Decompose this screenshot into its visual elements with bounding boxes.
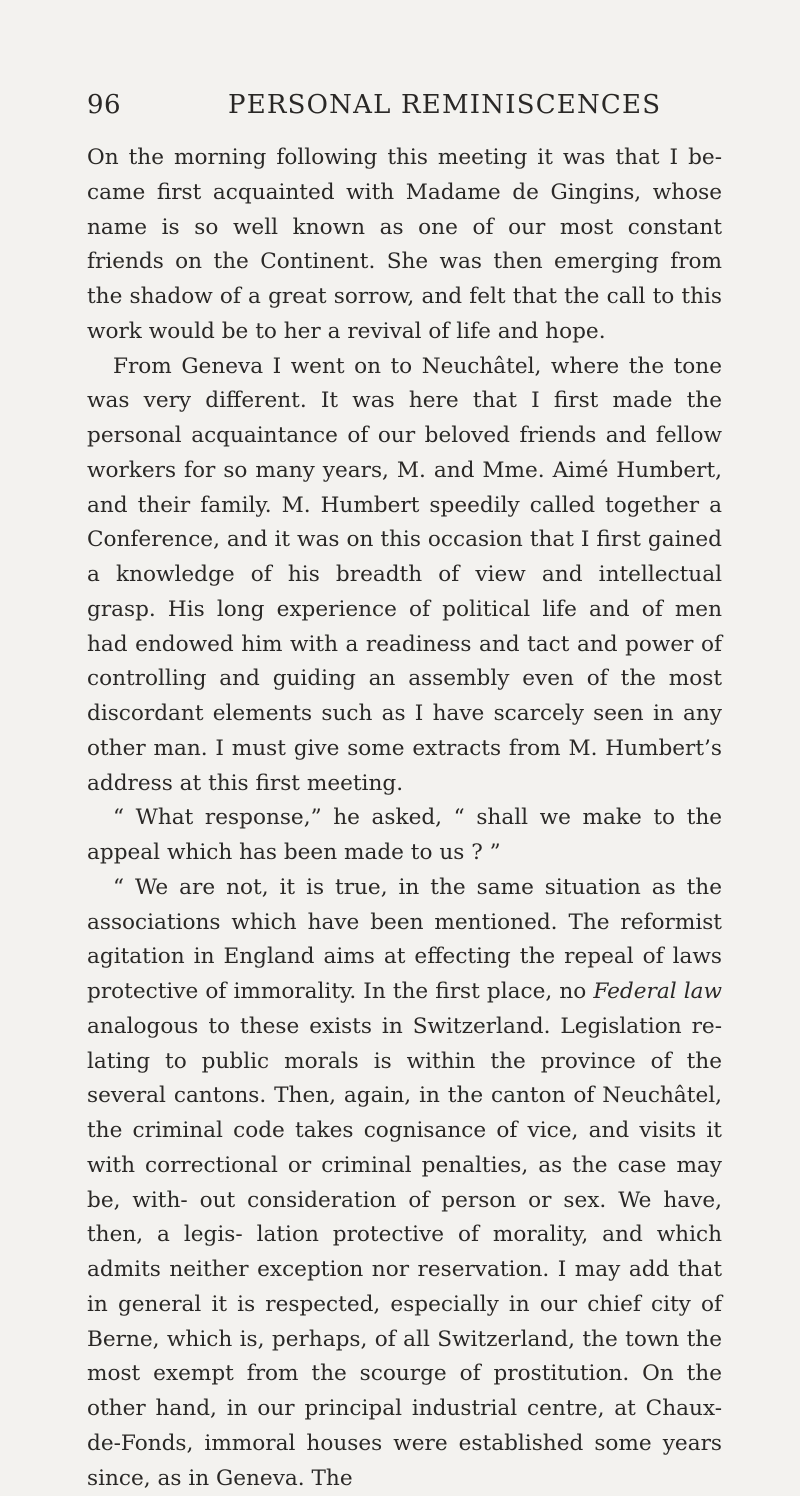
page-number: 96 [87, 90, 122, 120]
paragraph-3: “ What response,” he asked, “ shall we make to the appeal which has been made to us ? ” [87, 805, 722, 865]
paragraph-4 [87, 871, 722, 1496]
page-header [0, 90, 800, 130]
running-head: PERSONAL REMINISCENCES [228, 90, 662, 120]
paragraph-2: From Geneva I went on to Neuchâtel, where the tone was very different. It was here that I first made the personal acquaintance of our beloved friends and fellow workers for so many years, M. and Mme. Aimé Humbert, and their family. M. Humbert speedily called together a Conference, and it was on this occasion that I first gained a knowledge of his breadth of view and intellectual grasp. His long experience of political life and of men had endowed him with a readiness and tact and power of controlling and guiding an assembly even of the most discordant elements such as I have scarcely seen in any other man. I must give some extracts from M. Humbert’s address at this first meeting. [87, 353, 722, 796]
paragraph-4-italic: Federal law [593, 979, 722, 1004]
body-text [87, 141, 722, 1496]
paragraph-4-after: analogous to these exists in Switzerland. Legislation re- lating to public morals is within the province of the several cantons. Then, again, in the canton of Neuchâtel, the criminal code takes cognisance of vice, and visits it with correctional or criminal penalties, as the case may be, with- out consideration of person or sex. We have, then, a legis- lation protective of morality, and which admits neither exception nor reservation. I may add that in general it is respected, especially in our chief city of Berne, which is, perhaps, of all Switzerland, the town the most exempt from the scourge of prostitution. On the other hand, in our principal industrial centre, at Chaux-de-Fonds, immoral houses were established some years since, as in Geneva. The [87, 1013, 722, 1491]
paragraph-1: On the morning following this meeting it was that I be- came first acquainted with Madame de Gingins, whose name is so well known as one of our most constant friends on the Continent. She was then emerging from the shadow of a great sorrow, and felt that the call to this work would be to her a revival of life and hope. [87, 145, 722, 344]
paragraph-4-before: “ We are not, it is true, in the same situation as the associations which have been mentioned. The reformist agitation in England aims at effecting the repeal of laws protective of immorality. In the first place, no [87, 874, 722, 1004]
